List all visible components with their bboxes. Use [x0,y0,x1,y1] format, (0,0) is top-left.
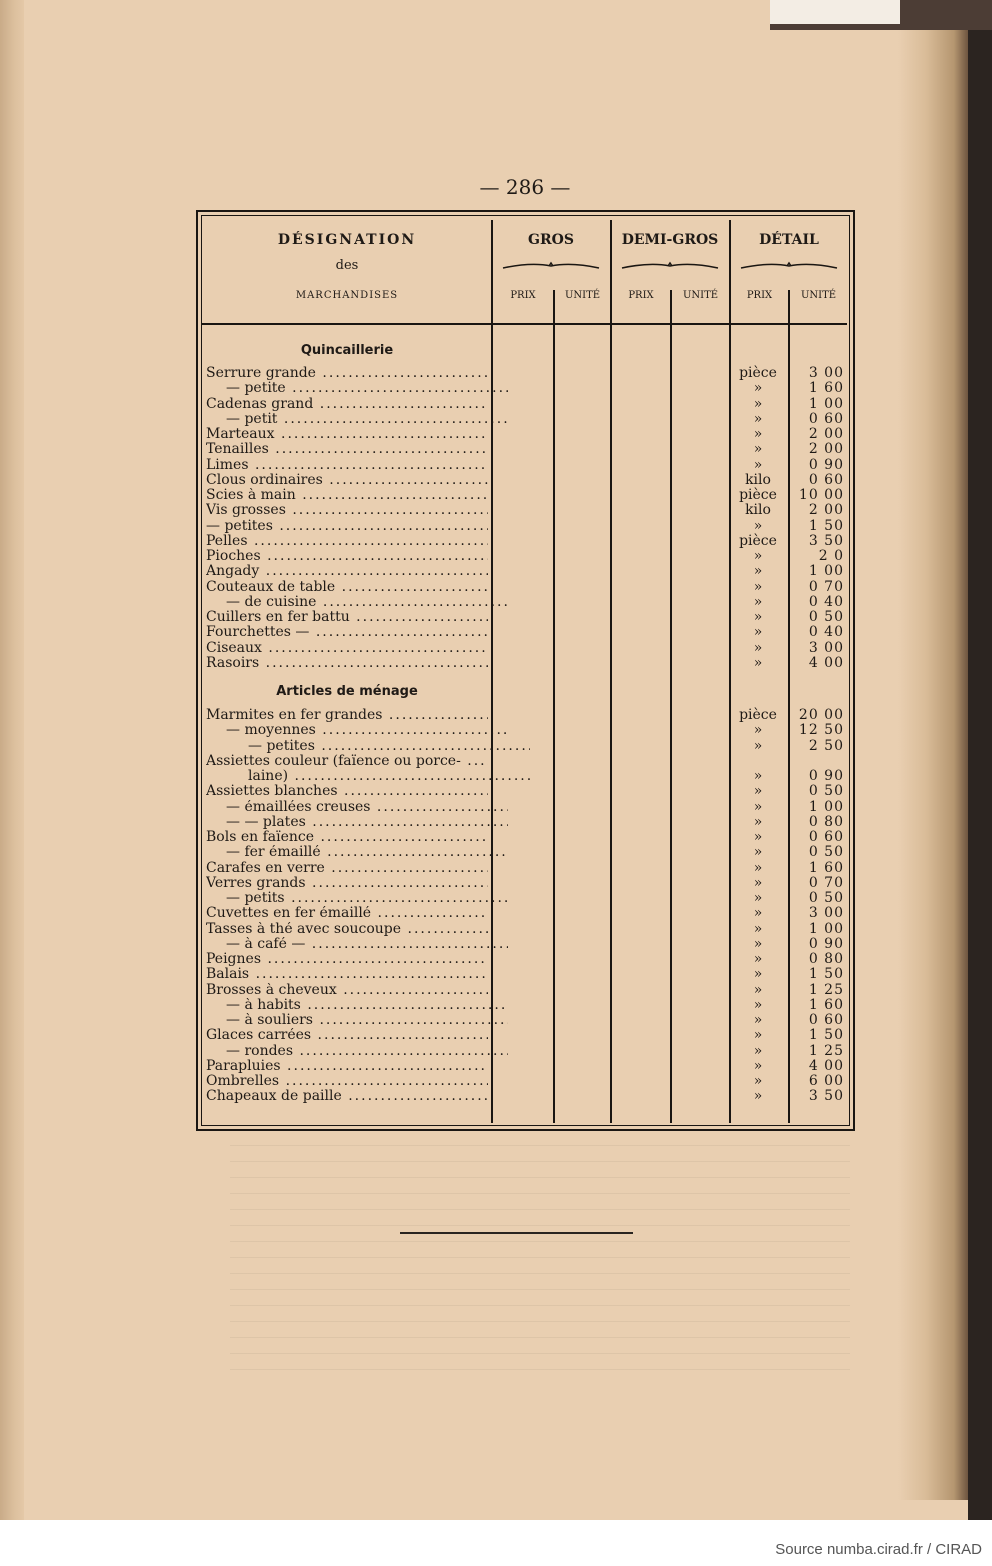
item-unit: pièce [739,707,777,723]
item-name: Serrure grande ..... [206,366,488,381]
item-name: Assiettes couleur (faïence ou porce- ..... [206,754,488,769]
section-title-articles-menage: Articles de ménage [276,684,418,699]
item-price: 6 00 [808,1073,844,1089]
item-unit: » [753,639,763,656]
item-name: — fer émaillé ..... [226,845,508,860]
header-gros-prix: PRIX [510,290,536,301]
item-unit: » [753,829,763,845]
item-name: Parapluies ..... [206,1059,488,1074]
item-name: Glaces carrées ..... [206,1028,488,1043]
item-unit: » [753,456,763,473]
table-row [198,784,849,799]
header-rule [202,323,847,325]
item-name: Pioches ..... [206,549,488,564]
item-unit: » [753,981,763,998]
item-name: Rasoirs ..... [206,656,488,671]
item-unit: » [753,426,763,442]
item-unit: » [753,859,763,876]
item-price: 1 00 [808,920,844,937]
item-unit: » [753,593,763,610]
table-row [198,656,849,671]
item-name: laine) ..... [248,769,530,784]
table-row [198,891,849,906]
item-name: — petit ..... [226,412,508,427]
item-price: 3 00 [808,639,844,656]
table-row [198,861,849,876]
item-price: 3 50 [808,532,844,549]
item-unit: » [753,410,763,427]
item-name: Carafes en verre ..... [206,861,488,876]
item-name: — — plates ..... [226,815,508,830]
table-row [198,739,849,754]
item-price: 12 50 [798,722,844,739]
item-unit: » [753,768,763,784]
item-unit: » [753,654,763,671]
table-row [198,625,849,640]
item-name: — petites ..... [206,519,488,534]
header-demi-gros: DEMI-GROS [621,232,719,248]
item-unit: » [753,798,763,815]
item-price: 3 00 [808,905,844,922]
item-name: Tasses à thé avec soucoupe ..... [206,922,488,937]
item-price: 1 50 [808,966,844,983]
item-price: 0 90 [808,935,844,952]
item-unit: kilo [745,471,771,488]
item-name: Couteaux de table ..... [206,580,488,595]
item-name: Balais ..... [206,967,488,982]
table-row [198,769,849,784]
table-row [198,580,849,595]
item-name: Cuillers en fer battu ..... [206,610,488,625]
item-price: 1 00 [808,395,844,412]
item-name: Cuvettes en fer émaillé ..... [206,906,488,921]
table-row [198,1074,849,1089]
item-unit: » [753,905,763,922]
item-unit: » [753,609,763,625]
item-unit: » [753,1042,763,1059]
table-row [198,473,849,488]
item-price: 0 70 [808,578,844,595]
item-name: — à café — ..... [226,937,508,952]
item-name: Bols en faïence ..... [206,830,488,845]
table-row [198,595,849,610]
table-row [198,534,849,549]
item-name: Cadenas grand ..... [206,397,488,412]
item-name: Ciseaux ..... [206,641,488,656]
item-name: Marmites en fer grandes ..... [206,708,488,723]
item-name: — petits ..... [226,891,508,906]
item-price: 0 50 [808,609,844,625]
item-price: 2 0 [818,548,844,564]
item-price: 0 80 [808,951,844,967]
item-price: 0 90 [808,456,844,473]
item-unit: » [753,1057,763,1074]
table-row [198,519,849,534]
item-unit: » [753,548,763,564]
table-row [198,549,849,564]
item-name: — rondes ..... [226,1044,508,1059]
item-price: 2 50 [808,737,844,754]
table-row [198,967,849,982]
item-name: Clous ordinaires ..... [206,473,488,488]
bleed-through [230,1140,850,1370]
item-price: 4 00 [808,1057,844,1074]
item-name: Tenailles ..... [206,442,488,457]
table-row [198,397,849,412]
header-detail: DÉTAIL [759,232,819,248]
item-name: Verres grands ..... [206,876,488,891]
item-price: 0 70 [808,874,844,891]
table-row [198,1059,849,1074]
item-unit: » [753,1073,763,1089]
item-unit: » [753,395,763,412]
header-marchandises: MARCHANDISES [295,290,399,301]
item-unit: » [753,624,763,641]
header-detail-unite: UNITÉ [800,290,837,301]
table-row [198,1013,849,1028]
item-name: Angady ..... [206,564,488,579]
header-gros-unite: UNITÉ [564,290,601,301]
item-unit: » [753,996,763,1013]
item-name: — émaillées creuses ..... [226,800,508,815]
table-row [198,952,849,967]
item-price: 2 00 [808,502,844,519]
header-designation: DÉSIGNATION [277,232,417,248]
item-unit: kilo [745,502,771,519]
table-row [198,983,849,998]
item-price: 0 80 [808,813,844,830]
table-row [198,564,849,579]
table-row [198,815,849,830]
table-row [198,830,849,845]
item-price: 0 60 [808,1012,844,1028]
table-row [198,427,849,442]
swash-detail [739,260,839,272]
scan-background [770,0,900,24]
item-unit: » [753,813,763,830]
table-row [198,1028,849,1043]
table-row [198,503,849,518]
header-des: des [335,258,359,273]
item-name: Marteaux ..... [206,427,488,442]
item-price: 1 00 [808,563,844,580]
item-unit: » [753,966,763,983]
item-unit: » [753,380,763,397]
table-row [198,708,849,723]
item-price: 2 00 [808,441,844,458]
header-demi-prix: PRIX [628,290,654,301]
item-price: 0 90 [808,768,844,784]
item-price: 20 00 [798,707,844,723]
item-unit: » [753,563,763,580]
item-name: Fourchettes — ..... [206,625,488,640]
item-price: 1 50 [808,517,844,534]
item-name: Limes ..... [206,458,488,473]
item-unit: » [753,890,763,906]
item-name: Chapeaux de paille ..... [206,1089,488,1104]
item-price: 0 50 [808,783,844,800]
item-price: 0 60 [808,410,844,427]
item-name: Peignes ..... [206,952,488,967]
item-unit: » [753,1012,763,1028]
item-price: 1 00 [808,798,844,815]
table-row [198,1044,849,1059]
table-row [198,442,849,457]
item-unit: pièce [739,487,777,503]
item-price: 0 50 [808,844,844,861]
item-unit: » [753,783,763,800]
section-title-quincaillerie: Quincaillerie [300,343,394,358]
item-unit: » [753,722,763,739]
table-row [198,922,849,937]
table-row [198,458,849,473]
table-row [198,800,849,815]
item-unit: » [753,517,763,534]
item-name: — à souliers ..... [226,1013,508,1028]
source-credit: Source numba.cirad.fr / CIRAD [775,1541,982,1558]
header-demi-unite: UNITÉ [682,290,719,301]
table-row [198,723,849,738]
item-name: Vis grosses ..... [206,503,488,518]
table-row [198,641,849,656]
item-unit: » [753,874,763,891]
item-unit: pièce [739,365,777,381]
table-row [198,845,849,860]
table-row [198,412,849,427]
item-name: — petite ..... [226,381,508,396]
book-gutter [898,0,968,1500]
table-row [198,998,849,1013]
item-price: 4 00 [808,654,844,671]
table-row [198,610,849,625]
item-price: 2 00 [808,426,844,442]
item-price: 3 00 [808,365,844,381]
item-unit: pièce [739,532,777,549]
item-price: 0 40 [808,593,844,610]
item-price: 1 25 [808,981,844,998]
closing-rule [400,1232,633,1234]
item-price: 1 50 [808,1027,844,1044]
table-row [198,366,849,381]
page-edge [0,0,24,1566]
item-name: Assiettes blanches ..... [206,784,488,799]
swash-demi-gros [620,260,720,272]
table-row [198,488,849,503]
item-name: Scies à main ..... [206,488,488,503]
price-table [196,210,855,1131]
item-unit: » [753,920,763,937]
item-price: 1 60 [808,996,844,1013]
item-unit: » [753,1027,763,1044]
table-row [198,906,849,921]
item-unit: » [753,737,763,754]
header-detail-prix: PRIX [746,290,773,301]
item-unit: » [753,951,763,967]
table-row [198,754,849,769]
item-unit: » [753,1088,763,1105]
item-price: 0 60 [808,829,844,845]
item-price: 1 25 [808,1042,844,1059]
item-name: — petites ..... [248,739,530,754]
swash-gros [501,260,601,272]
item-unit: » [753,578,763,595]
item-price: 1 60 [808,380,844,397]
item-name: Pelles ..... [206,534,488,549]
table-row [198,381,849,396]
item-unit: » [753,441,763,458]
item-price: 0 50 [808,890,844,906]
table-row [198,1089,849,1104]
item-name: Ombrelles ..... [206,1074,488,1089]
item-price: 1 60 [808,859,844,876]
table-row [198,876,849,891]
item-name: — moyennes ..... [226,723,508,738]
item-price: 0 40 [808,624,844,641]
item-unit: » [753,844,763,861]
item-price: 3 50 [808,1088,844,1105]
item-price: 0 60 [808,471,844,488]
item-name: — de cuisine ..... [226,595,508,610]
table-row [198,937,849,952]
item-name: Brosses à cheveux ..... [206,983,488,998]
item-unit: » [753,935,763,952]
item-price: 10 00 [798,487,844,503]
item-name: — à habits ..... [226,998,508,1013]
header-gros: GROS [528,232,574,248]
page-number: — 286 — [479,175,571,199]
